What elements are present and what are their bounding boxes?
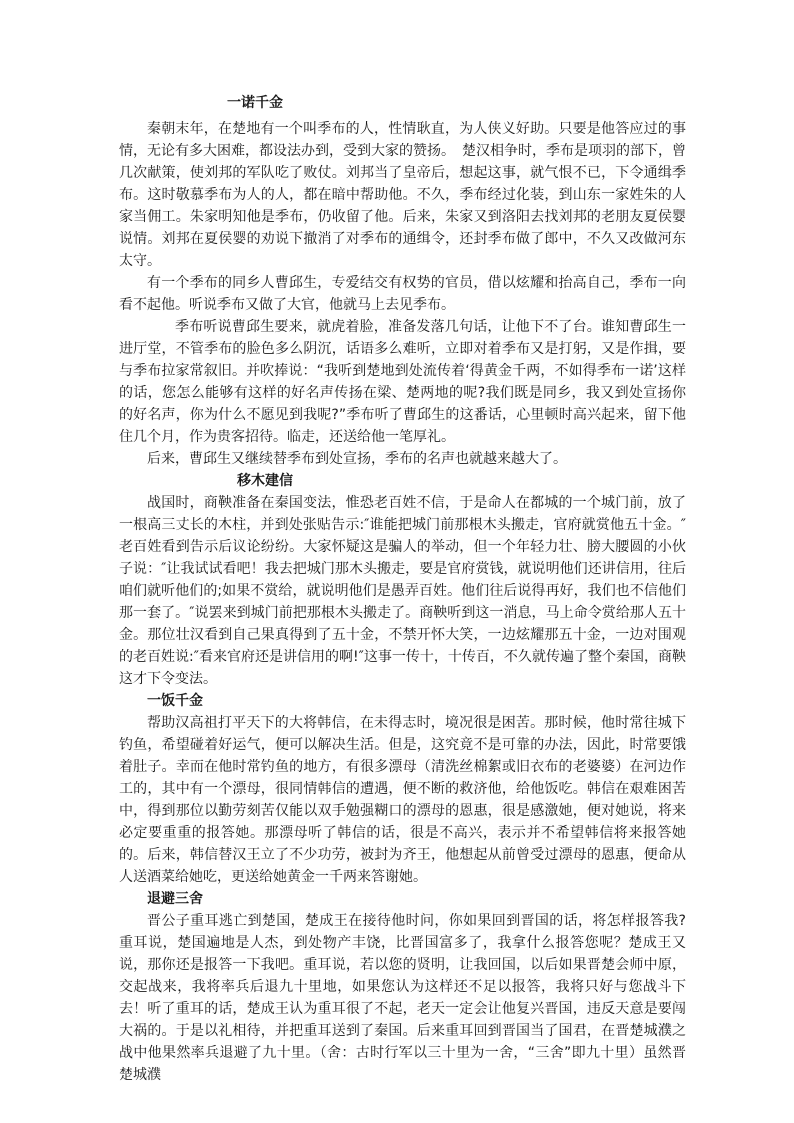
paragraph: 后来，曹邱生又继续替季布到处宣扬，季布的名声也就越来越大了。 — [147, 451, 567, 467]
section-title-yifanqianjin: 一饭千金 — [147, 693, 203, 709]
section-title-tuibisanshe: 退避三舍 — [147, 891, 203, 907]
document-page — [119, 92, 686, 1086]
paragraph: 帮助汉高祖打平天下的大将韩信，在未得志时，境况很是困苦。那时候，他时常往城下钓鱼，希望碰着好运气，便可以解决生活。但是，这究竟不是可靠的办法，因此，时常要饿着肚子。幸而在他时常钓鱼的地方，有很多漂母（清洗丝棉絮或旧衣布的老婆婆）在河边作工的，其中有一个漂母，很同情韩信的遭遇，便不断的救济他，给他饭吃。韩信在艰难困苦中，得到那位以勤劳刻苦仅能以双手勉强糊口的漂母的恩惠，很是感激她，便对她说，将来必定要重重的报答她。那漂母听了韩信的话，很是不高兴，表示并不希望韩信将来报答她的。后来，韩信替汉王立了不少功劳，被封为齐王，他想起从前曾受过漂母的恩惠，便命从人送酒菜给她吃，更送给她黄金一千两来答谢她。 — [119, 715, 686, 885]
section-title-yinuoqianjin: 一诺千金 — [227, 95, 283, 111]
paragraph: 季布听说曹邱生要来，就虎着脸，准备发落几句话，让他下不了台。谁知曹邱生一进厅堂，不管季布的脸色多么阴沉，话语多么难听，立即对着季布又是打躬，又是作揖，要与季布拉家常叙旧。并吹捧说：“我听到楚地到处流传着‘得黄金千两，不如得季布一诺’这样的话，您怎么能够有这样的好名声传扬在梁、楚两地的呢?我们既是同乡，我又到处宣扬你的好名声，你为什么不愿见到我呢?”季布听了曹邱生的这番话，心里顿时高兴起来，留下他住几个月，作为贵客招待。临走，还送给他一笔厚礼。 — [119, 319, 686, 445]
paragraph: 有一个季布的同乡人曹邱生，专爱结交有权势的官员，借以炫耀和抬高自己，季布一向看不起他。听说季布又做了大官，他就马上去见季布。 — [119, 275, 686, 313]
paragraph: 秦朝末年，在楚地有一个叫季布的人，性情耿直，为人侠义好助。只要是他答应过的事情，无论有多大困难，都设法办到，受到大家的赞扬。 楚汉相争时，季布是项羽的部下，曾几次献策，使刘邦的军队吃了败仗。刘邦当了皇帝后，想起这事，就气恨不已，下令通缉季布。这时敬慕季布为人的人，都在暗中帮助他。不久，季布经过化装，到山东一家姓朱的人家当佣工。朱家明知他是季布，仍收留了他。后来，朱家又到洛阳去找刘邦的老朋友夏侯婴说情。刘邦在夏侯婴的劝说下撤消了对季布的通缉令，还封季布做了郎中，不久又改做河东太守。 — [119, 121, 686, 269]
paragraph: 晋公子重耳逃亡到楚国，楚成王在接待他时问，你如果回到晋国的话，将怎样报答我?重耳说，楚国遍地是人杰，到处物产丰饶，比晋国富多了，我拿什么报答您呢？楚成王又说，那你还是报答一下我吧。重耳说，若以您的贤明，让我回国，以后如果晋楚会师中原，交起战来，我将率兵后退九十里地，如果您认为这样还不足以报答，我将只好与您战斗下去！听了重耳的话，楚成王认为重耳很了不起，老天一定会让他复兴晋国，违反天意是要闯大祸的。于是以礼相待，并把重耳送到了秦国。后来重耳回到晋国当了国君，在晋楚城濮之战中他果然率兵退避了九十里。（舍：古时行军以三十里为一舍，“三舍”即九十里）虽然晋楚城濮 — [119, 913, 686, 1083]
paragraph: 战国时，商鞅准备在秦国变法，惟恐老百姓不信，于是命人在都城的一个城门前，放了一根高三丈长的木柱，并到处张贴告示:″谁能把城门前那根木头搬走，官府就赏他五十金。″老百姓看到告示后议论纷纷。大家怀疑这是骗人的举动，但一个年轻力壮、膀大腰圆的小伙子说：″让我试试看吧！我去把城门那木头搬走，要是官府赏钱，就说明他们还讲信用，往后咱们就听他们的;如果不赏给，就说明他们是愚弄百姓。他们往后说得再好，我们也不信他们那一套了。″说罢来到城门前把那根木头搬走了。商鞅听到这一消息，马上命令赏给那人五十金。那位壮汉看到自己果真得到了五十金，不禁开怀大笑，一边炫耀那五十金，一边对围观的老百姓说:″看来官府还是讲信用的啊!″这事一传十，十传百，不久就传遍了整个秦国，商鞅这才下令变法。 — [119, 495, 686, 687]
section-title-yimujianxin: 移木建信 — [237, 473, 293, 489]
